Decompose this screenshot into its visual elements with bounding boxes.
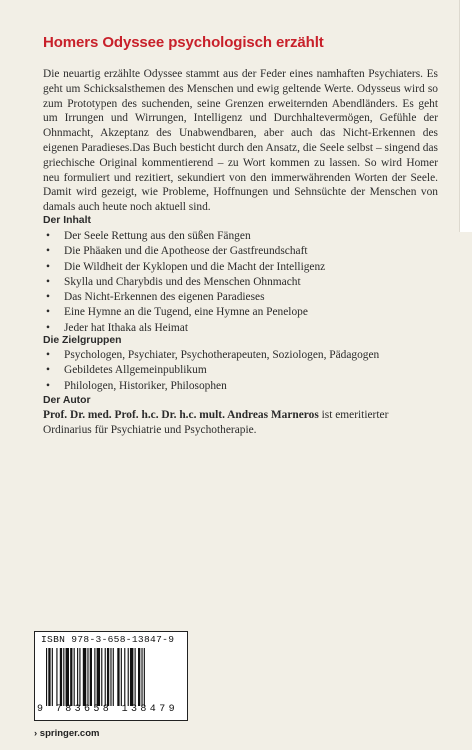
bullet-icon: • bbox=[46, 230, 50, 242]
bullet-icon: • bbox=[46, 275, 50, 288]
barcode-bar bbox=[124, 648, 125, 706]
author-name: Prof. Dr. med. Prof. h.c. Dr. h.c. mult. Andreas Marneros bbox=[43, 409, 319, 421]
barcode-bar bbox=[77, 648, 78, 706]
intro-paragraph: Die neuartig erzählte Odyssee stammt aus der Feder eines namhaften Psychiaters. Es geht um Schicksalsthemen des Menschen und ewig geltende Werte. Odysseus wird so zum Prototypen des suchenden, seine Grenzen erweiternden Abendländers. Es geht um Irrungen und Wirrungen, Intelligenz und Durchhaltevermögen, Gefühle der Ohnmacht, Akzeptanz des Unabwendbaren, aber auch das Nicht-Erkennen des eigenen Paradieses.Das Buch besticht durch den Ansatz, die Seele selbst – singend das griechische Original kommentierend – zu Wort kommen zu lassen. So wird Homer neu formuliert und rezitiert, sekundiert von den immerwährenden Worten der Seele. Damit wird gezeigt, wie Probleme, Hoffnungen und Sehnsüchte der Menschen von damals auch heute noch aktuell sind. bbox=[43, 68, 438, 214]
barcode-bar bbox=[121, 648, 122, 706]
barcode-bar bbox=[56, 648, 57, 706]
section-heading-zielgruppen: Die Zielgruppen bbox=[43, 335, 122, 346]
barcode-bar bbox=[97, 648, 100, 706]
barcode-bar bbox=[94, 648, 95, 706]
barcode-bar bbox=[66, 648, 69, 706]
barcode-bar bbox=[107, 648, 109, 706]
list-item: • Jeder hat Ithaka als Heimat bbox=[43, 321, 443, 336]
barcode-bar bbox=[110, 648, 111, 706]
barcode-bar bbox=[63, 648, 64, 706]
barcode-bar bbox=[46, 648, 47, 706]
barcode-bar bbox=[74, 648, 75, 706]
barcode-bar bbox=[138, 648, 140, 706]
list-item: • Die Phäaken und die Apotheose der Gastfreundschaft bbox=[43, 244, 443, 259]
barcode-bar bbox=[144, 648, 145, 706]
list-item: • Die Wildheit der Kyklopen und die Macht der Intelligenz bbox=[43, 260, 443, 275]
list-item: • Psychologen, Psychiater, Psychotherapeuten, Soziologen, Pädagogen bbox=[43, 348, 443, 363]
list-item: • Der Seele Rettung aus den süßen Fängen bbox=[43, 229, 443, 244]
section-heading-inhalt: Der Inhalt bbox=[43, 215, 91, 226]
section-heading-autor: Der Autor bbox=[43, 395, 91, 406]
bullet-icon: • bbox=[46, 306, 50, 319]
barcode-digits: 9 783658 138479 bbox=[37, 704, 179, 715]
barcode-bar bbox=[48, 648, 50, 706]
barcode-bar bbox=[87, 648, 88, 706]
barcode-bar bbox=[70, 648, 72, 706]
bullet-icon: • bbox=[46, 291, 50, 304]
bullet-icon: • bbox=[46, 379, 50, 392]
barcode-bar bbox=[141, 648, 142, 706]
bullet-icon: • bbox=[46, 260, 50, 273]
bullet-icon: • bbox=[46, 364, 50, 377]
barcode-bar bbox=[83, 648, 86, 706]
author-paragraph bbox=[43, 408, 438, 438]
barcode-bar bbox=[117, 648, 119, 706]
barcode-bar bbox=[135, 648, 136, 706]
barcode-bar bbox=[101, 648, 102, 706]
spine-strip bbox=[459, 0, 472, 232]
barcode-bar bbox=[52, 648, 53, 706]
barcode-bar bbox=[130, 648, 133, 706]
isbn-label: ISBN 978-3-658-13847-9 bbox=[41, 634, 175, 645]
list-item: • Skylla und Charybdis und des Menschen Ohnmacht bbox=[43, 275, 443, 290]
list-item: • Eine Hymne an die Tugend, eine Hymne an Penelope bbox=[43, 305, 443, 320]
barcode-bar bbox=[60, 648, 62, 706]
barcode-bar bbox=[105, 648, 106, 706]
bullet-icon: • bbox=[46, 245, 50, 258]
bullet-icon: • bbox=[46, 349, 50, 361]
list-item: • Das Nicht-Erkennen des eigenen Paradieses bbox=[43, 290, 443, 305]
zielgruppen-list bbox=[43, 348, 443, 394]
list-item: • Gebildetes Allgemeinpublikum bbox=[43, 363, 443, 378]
barcode-bar bbox=[90, 648, 92, 706]
inhalt-list bbox=[43, 229, 443, 336]
barcode-bar bbox=[128, 648, 129, 706]
bullet-icon: • bbox=[46, 321, 50, 334]
publisher-link[interactable]: › springer.com bbox=[34, 728, 100, 739]
barcode-bar bbox=[79, 648, 80, 706]
barcode-bars bbox=[46, 648, 182, 706]
author-description: ist emeritierter Ordinarius für Psychiatrie und Psychotherapie. bbox=[43, 409, 389, 436]
isbn-barcode bbox=[34, 631, 188, 721]
list-item: • Philologen, Historiker, Philosophen bbox=[43, 379, 443, 394]
barcode-bar bbox=[113, 648, 114, 706]
book-title: Homers Odyssee psychologisch erzählt bbox=[43, 34, 324, 51]
